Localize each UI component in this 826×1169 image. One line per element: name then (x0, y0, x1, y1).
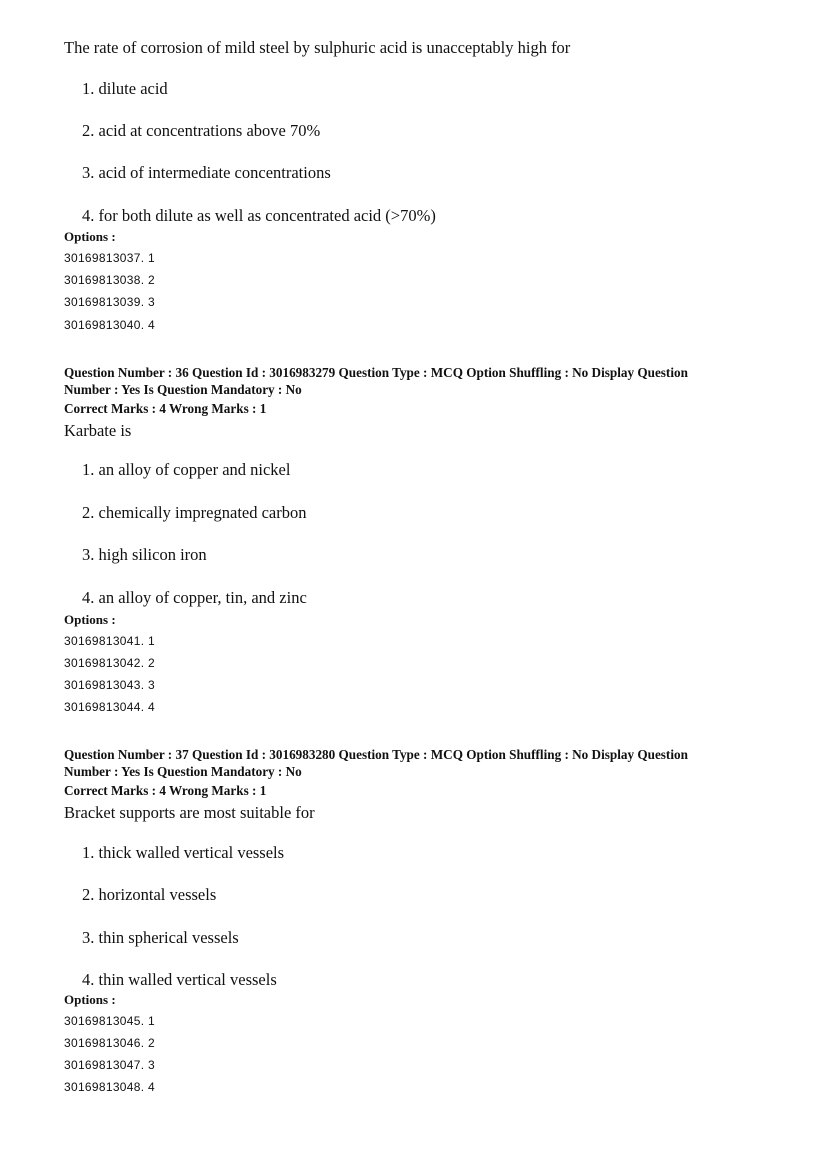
question-37-option-4: 30169813048. 4 (64, 1080, 155, 1094)
question-35-option-2: 30169813038. 2 (64, 273, 155, 287)
question-36-option-4: 30169813044. 4 (64, 700, 155, 714)
question-37-choice-4: 4. thin walled vertical vessels (82, 970, 277, 989)
question-37-text: Bracket supports are most suitable for (64, 803, 315, 822)
question-36-marks: Correct Marks : 4 Wrong Marks : 1 (64, 401, 267, 416)
question-37-option-1: 30169813045. 1 (64, 1014, 155, 1028)
question-35-choice-1: 1. dilute acid (82, 79, 168, 98)
question-36-choice-3: 3. high silicon iron (82, 545, 207, 564)
question-37-choice-2: 2. horizontal vessels (82, 885, 217, 904)
question-35-choice-4: 4. for both dilute as well as concentrated acid (>70%) (82, 206, 436, 225)
question-36-meta-line-1: Question Number : 36 Question Id : 3016983279 Question Type : MCQ Option Shuffling : No Display Question (64, 365, 688, 380)
question-36-option-3: 30169813043. 3 (64, 678, 155, 692)
question-35-text: The rate of corrosion of mild steel by sulphuric acid is unacceptably high for (64, 38, 571, 57)
question-37-choice-1: 1. thick walled vertical vessels (82, 843, 285, 862)
question-36-meta-line-2: Number : Yes Is Question Mandatory : No (64, 382, 302, 397)
question-36-options-label: Options : (64, 612, 116, 627)
question-36-option-2: 30169813042. 2 (64, 656, 155, 670)
question-35-choice-2: 2. acid at concentrations above 70% (82, 121, 321, 140)
question-36-choice-4: 4. an alloy of copper, tin, and zinc (82, 588, 307, 607)
question-37-option-2: 30169813046. 2 (64, 1036, 155, 1050)
question-37-marks: Correct Marks : 4 Wrong Marks : 1 (64, 783, 267, 798)
question-36-text: Karbate is (64, 421, 132, 440)
question-35-option-4: 30169813040. 4 (64, 318, 155, 332)
question-37-options-label: Options : (64, 992, 116, 1007)
question-36-option-1: 30169813041. 1 (64, 634, 155, 648)
question-37-meta-line-1: Question Number : 37 Question Id : 3016983280 Question Type : MCQ Option Shuffling : No Display Question (64, 747, 688, 762)
question-37-meta-line-2: Number : Yes Is Question Mandatory : No (64, 764, 302, 779)
question-36-choice-1: 1. an alloy of copper and nickel (82, 460, 291, 479)
question-35-option-3: 30169813039. 3 (64, 295, 155, 309)
question-37-choice-3: 3. thin spherical vessels (82, 928, 239, 947)
question-37-option-3: 30169813047. 3 (64, 1058, 155, 1072)
question-35-options-label: Options : (64, 229, 116, 244)
question-35-choice-3: 3. acid of intermediate concentrations (82, 163, 331, 182)
question-36-choice-2: 2. chemically impregnated carbon (82, 503, 307, 522)
question-35-option-1: 30169813037. 1 (64, 251, 155, 265)
